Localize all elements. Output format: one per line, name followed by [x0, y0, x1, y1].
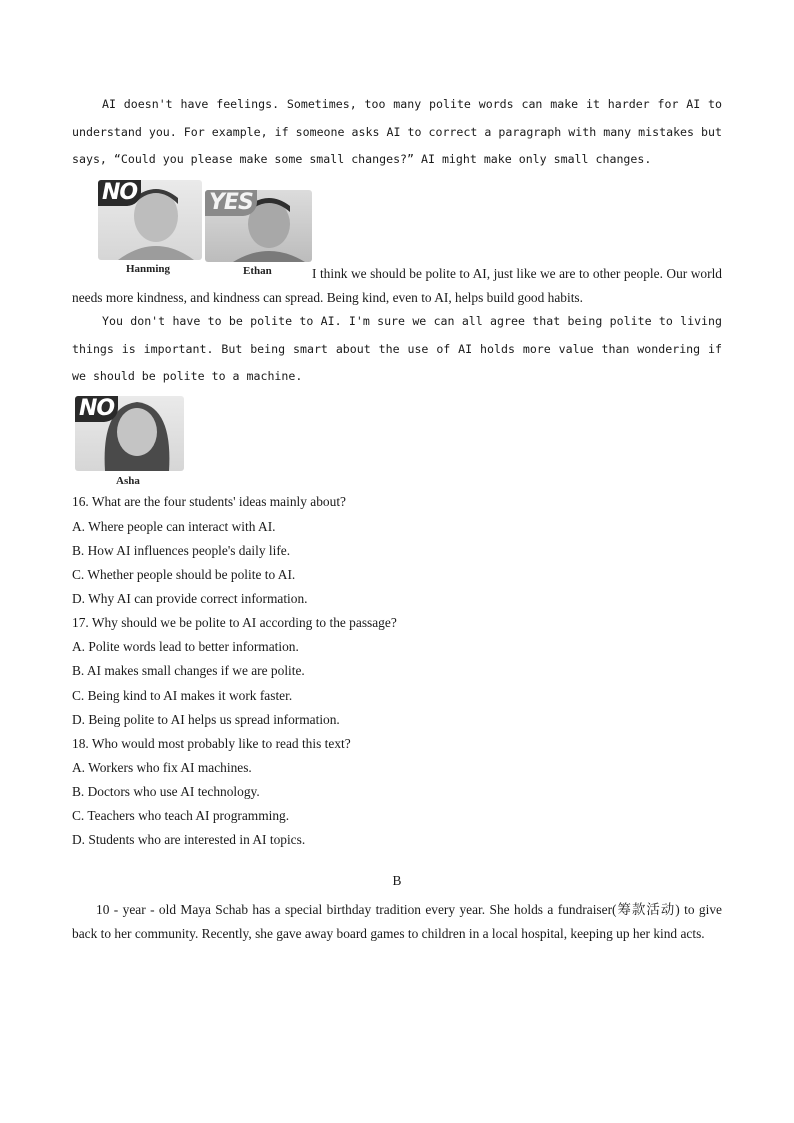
student-name-hanming: Hanming: [126, 263, 171, 275]
passage-paragraph: 10 - year - old Maya Schab has a special birthday tradition every year. She holds a fundraiser(筹款活动) to give back to her community. Recently, she gave away board games to children in a local hospital, keeping up her kind acts.: [72, 902, 722, 941]
section-label: B: [392, 873, 402, 888]
passage-paragraph: You don't have to be polite to AI. I'm sure we can all agree that being polite to living things is important. But being smart about the use of AI holds more value than wondering if we should be polite to a machine.: [72, 314, 722, 383]
answer-option[interactable]: A. Workers who fix AI machines.: [72, 760, 252, 775]
answer-option[interactable]: A. Polite words lead to better information.: [72, 639, 299, 654]
answer-option[interactable]: D. Students who are interested in AI topics.: [72, 832, 306, 847]
answer-option[interactable]: C. Whether people should be polite to AI.: [72, 567, 296, 582]
answer-option[interactable]: D. Why AI can provide correct information.: [72, 591, 308, 606]
answer-option[interactable]: B. Doctors who use AI technology.: [72, 784, 260, 799]
student-photo-asha: [75, 396, 184, 487]
answer-option[interactable]: B. How AI influences people's daily life.: [72, 543, 291, 558]
photo-frame: [205, 190, 312, 262]
student-name-ethan: Ethan: [243, 265, 272, 277]
passage-paragraph: AI doesn't have feelings. Sometimes, too many polite words can make it harder for AI to understand you. For example, if someone asks AI to correct a paragraph with many mistakes but says, “Could you please make some small changes?” AI might make only small changes.: [72, 97, 722, 166]
no-badge: NO: [98, 180, 141, 206]
student-name-asha: Asha: [116, 475, 140, 487]
yes-badge: YES: [205, 190, 257, 216]
question-stem: 18. Who would most probably like to read this text?: [72, 736, 351, 751]
photo-frame: [75, 396, 184, 471]
answer-option[interactable]: A. Where people can interact with AI.: [72, 519, 276, 534]
passage-paragraph: I think we should be polite to AI, just like we are to other people. Our world needs more kindness, and kindness can spread. Being kind, even to AI, helps build good habits.: [72, 266, 722, 305]
answer-option[interactable]: C. Being kind to AI makes it work faster.: [72, 688, 293, 703]
question-stem: 17. Why should we be polite to AI according to the passage?: [72, 615, 397, 630]
student-photo-hanming: [98, 180, 202, 275]
answer-option[interactable]: D. Being polite to AI helps us spread information.: [72, 712, 340, 727]
photo-frame: [98, 180, 202, 260]
passage-paragraph-ethan: [72, 262, 722, 310]
answer-option[interactable]: C. Teachers who teach AI programming.: [72, 808, 290, 823]
answer-option[interactable]: B. AI makes small changes if we are polite.: [72, 663, 305, 678]
no-badge: NO: [75, 396, 118, 422]
question-stem: 16. What are the four students' ideas mainly about?: [72, 494, 346, 509]
student-photo-ethan: [205, 190, 312, 277]
